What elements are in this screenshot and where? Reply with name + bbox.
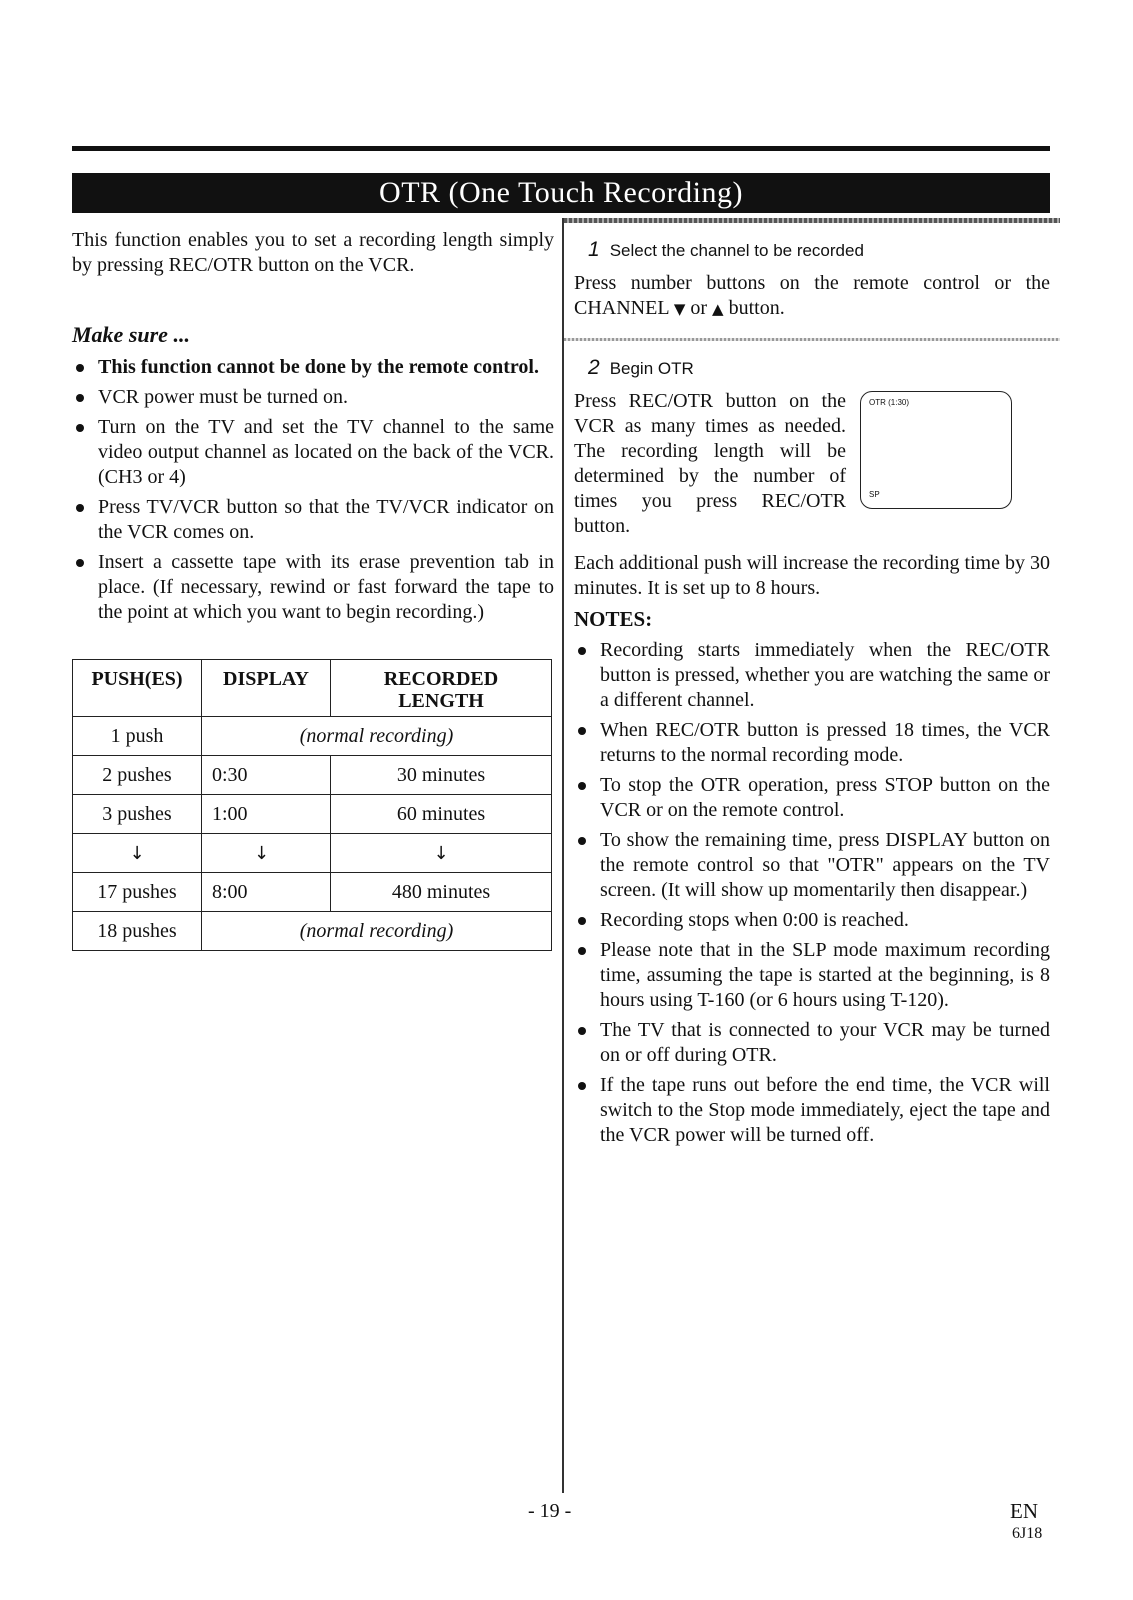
table-cell: 480 minutes [331,873,552,912]
table-cell: ↓ [331,834,552,873]
table-cell: 1 push [73,717,202,756]
language-code: EN [1010,1499,1038,1523]
tv-screen-illustration [860,391,1012,509]
step1-text-b: button. [728,297,785,319]
list-item: Recording stops when 0:00 is reached. [574,908,1050,933]
make-sure-list [72,355,554,625]
down-triangle-icon: ▼ [673,300,686,318]
list-item: To show the remaining time, press DISPLAY button on the remote control so that "OTR" appears on the TV screen. (It will show up momentarily then disappear.) [574,828,1050,903]
list-item: Please note that in the SLP mode maximum recording time, assuming the tape is started at the beginning, is 8 hours using T-160 (or 6 hours using T-120). [574,938,1050,1013]
list-item: Recording starts immediately when the REC/OTR button is pressed, whether you are watching the same or a different channel. [574,638,1050,713]
list-item: This function cannot be done by the remote control. [72,355,554,380]
up-triangle-icon: ▲ [712,300,724,318]
list-item: Press TV/VCR button so that the TV/VCR indicator on the VCR comes on. [72,495,554,545]
top-rule [72,146,1050,151]
list-item: Turn on the TV and set the TV channel to the same video output channel as located on the back of the VCR. (CH3 or 4) [72,415,554,490]
screen-otr-readout: OTR (1:30) [869,398,910,407]
table-row [73,834,552,873]
column-divider [562,218,564,1493]
table-row [73,717,552,756]
table-cell: ↓ [73,834,202,873]
table-cell: (normal recording) [202,912,552,951]
step-number: 1 [588,238,600,261]
step2-heading [574,355,1050,381]
table-row [73,912,552,951]
intro-paragraph: This function enables you to set a recording length simply by pressing REC/OTR button on the VCR. [72,229,554,276]
otr-table [72,659,552,951]
table-row [73,795,552,834]
table-cell: 3 pushes [73,795,202,834]
table-cell: 30 minutes [331,756,552,795]
step1-text-a: Press number buttons on the remote control or the CHANNEL [574,272,1050,319]
table-cell: 8:00 [202,873,331,912]
step1-divider [564,218,1060,223]
table-cell: 0:30 [202,756,331,795]
step2-additional-text: Each additional push will increase the recording time by 30 minutes. It is set up to 8 hours. [574,552,1050,599]
table-cell: 18 pushes [73,912,202,951]
table-cell: 1:00 [202,795,331,834]
table-header-cell: RECORDED LENGTH [331,660,552,717]
list-item: VCR power must be turned on. [72,385,554,410]
step2-block [574,389,1050,539]
list-item: Insert a cassette tape with its erase prevention tab in place. (If necessary, rewind or fast forward the tape to the point at which you want to begin recording.) [72,550,554,625]
left-column [72,228,554,951]
table-header-cell: PUSH(ES) [73,660,202,717]
notes-heading: NOTES: [574,607,653,631]
table-cell: 17 pushes [73,873,202,912]
table-header-cell: DISPLAY [202,660,331,717]
step1-text [574,271,1050,322]
step2-text: Press REC/OTR button on the VCR as many times as needed. The recording length will be determined by the number of times you press REC/OTR button. [574,390,846,537]
step-title: Begin OTR [609,359,694,378]
table-row [73,756,552,795]
screen-sp-readout: SP [869,490,880,499]
step-title: Select the channel to be recorded [609,241,864,260]
step1-heading [574,237,1050,263]
step-number: 2 [588,356,600,379]
table-cell: 60 minutes [331,795,552,834]
table-header-row [73,660,552,717]
table-cell: ↓ [202,834,331,873]
notes-list [574,638,1050,1148]
list-item: If the tape runs out before the end time, the VCR will switch to the Stop mode immediately, eject the tape and the VCR power will be turned off. [574,1073,1050,1148]
step2-divider [564,338,1060,341]
make-sure-heading: Make sure ... [72,322,190,347]
page-number: - 19 - [528,1500,572,1522]
table-cell: 2 pushes [73,756,202,795]
table-row [73,873,552,912]
list-item: The TV that is connected to your VCR may be turned on or off during OTR. [574,1018,1050,1068]
model-code: 6J18 [1012,1525,1043,1542]
page-title: OTR (One Touch Recording) [72,173,1050,213]
list-item: To stop the OTR operation, press STOP button on the VCR or on the remote control. [574,773,1050,823]
step1-text-or: or [690,297,708,319]
list-item: When REC/OTR button is pressed 18 times, the VCR returns to the normal recording mode. [574,718,1050,768]
table-cell: (normal recording) [202,717,552,756]
right-column [574,218,1050,1153]
